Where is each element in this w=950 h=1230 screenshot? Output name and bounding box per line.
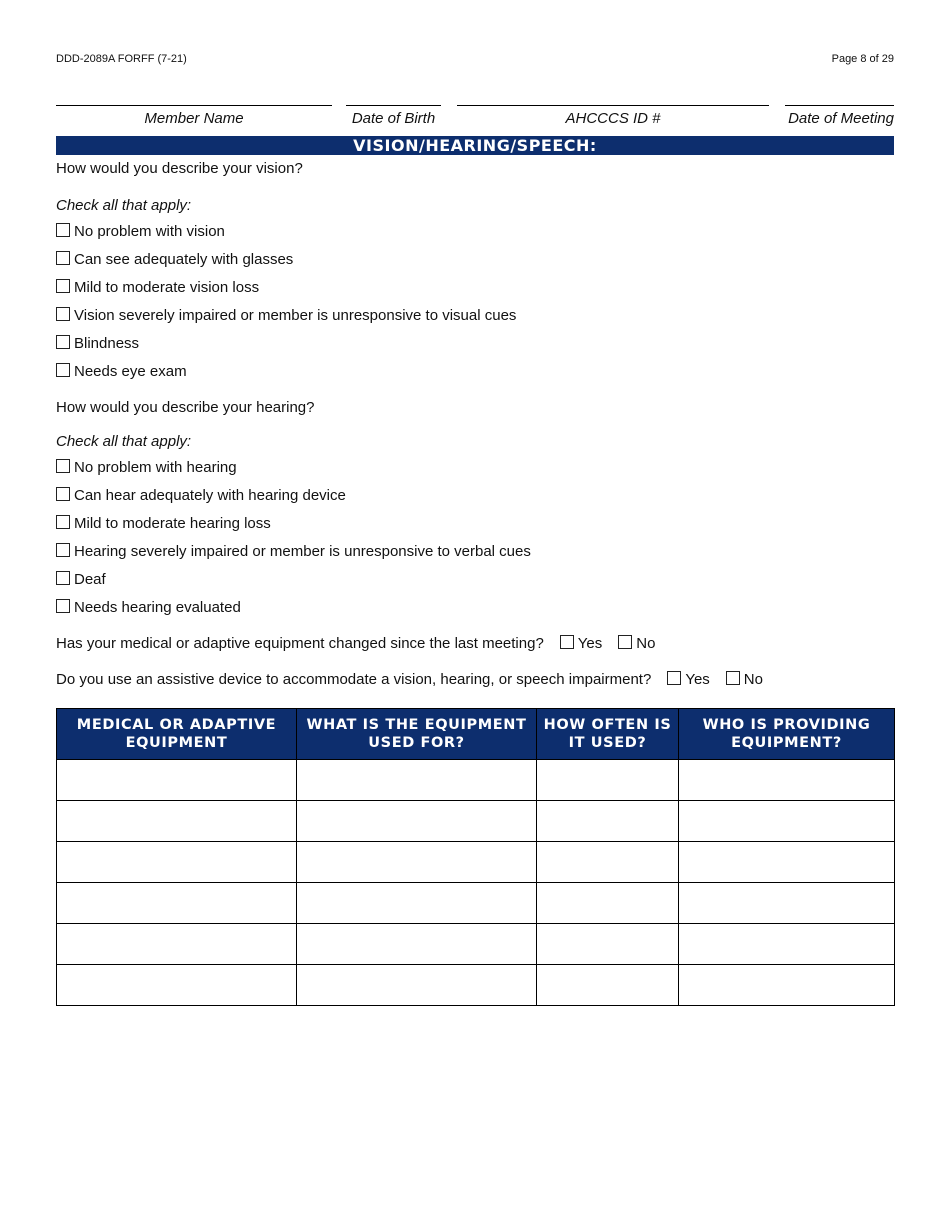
assistive-device-row [56, 671, 763, 688]
no-label: No [743, 671, 763, 688]
table-cell[interactable] [297, 965, 537, 1006]
column-header: MEDICAL OR ADAPTIVE EQUIPMENT [57, 709, 297, 760]
assistive-device-question: Do you use an assistive device to accommodate a vision, hearing, or speech impairment? [56, 671, 652, 688]
table-cell[interactable] [679, 924, 895, 965]
table-row [57, 801, 895, 842]
vision-option[interactable] [56, 251, 293, 268]
option-label: No problem with hearing [74, 459, 237, 476]
column-header: WHAT IS THE EQUIPMENT USED FOR? [297, 709, 537, 760]
table-cell[interactable] [679, 801, 895, 842]
option-label: Deaf [74, 571, 106, 588]
checkbox[interactable] [667, 671, 681, 685]
option-label: Vision severely impaired or member is unresponsive to visual cues [74, 307, 517, 324]
table-cell[interactable] [679, 842, 895, 883]
checkbox[interactable] [56, 363, 70, 377]
option-label: Blindness [74, 335, 140, 352]
vision-option[interactable] [56, 223, 225, 240]
checkbox[interactable] [56, 335, 70, 349]
date-of-birth-label: Date of Birth [351, 110, 436, 127]
checkbox[interactable] [56, 543, 70, 557]
table-cell[interactable] [57, 842, 297, 883]
table-cell[interactable] [537, 924, 679, 965]
table-cell[interactable] [537, 965, 679, 1006]
table-cell[interactable] [297, 883, 537, 924]
option-label: No problem with vision [74, 223, 225, 240]
option-label: Can hear adequately with hearing device [74, 487, 346, 504]
table-cell[interactable] [57, 801, 297, 842]
table-row [57, 760, 895, 801]
equipment-changed-row [56, 635, 655, 652]
option-label: Needs eye exam [74, 363, 187, 380]
checkbox[interactable] [726, 671, 740, 685]
ahcccs-id-label: AHCCCS ID # [565, 110, 661, 127]
hearing-option[interactable] [56, 571, 106, 588]
option-label: Can see adequately with glasses [74, 251, 294, 268]
checkbox[interactable] [618, 635, 632, 649]
equipment-changed-question: Has your medical or adaptive equipment changed since the last meeting? [56, 635, 544, 652]
vision-option[interactable] [56, 279, 259, 296]
option-label: Mild to moderate hearing loss [74, 515, 271, 532]
table-cell[interactable] [537, 842, 679, 883]
table-cell[interactable] [297, 760, 537, 801]
table-cell[interactable] [57, 924, 297, 965]
page-number: Page 8 of 29 [831, 53, 894, 65]
option-label: Mild to moderate vision loss [74, 279, 260, 296]
table-cell[interactable] [537, 883, 679, 924]
table-cell[interactable] [297, 842, 537, 883]
checkbox[interactable] [560, 635, 574, 649]
table-cell[interactable] [57, 883, 297, 924]
table-header-row [57, 709, 895, 760]
equipment-changed-no[interactable] [618, 635, 655, 652]
equipment-table [56, 708, 895, 1006]
member-name-label: Member Name [144, 110, 244, 127]
date-of-meeting-line[interactable] [785, 105, 894, 106]
hearing-option[interactable] [56, 459, 237, 476]
member-name-line[interactable] [56, 105, 332, 106]
table-cell[interactable] [57, 760, 297, 801]
assistive-device-yes[interactable] [667, 671, 709, 688]
checkbox[interactable] [56, 251, 70, 265]
option-label: Hearing severely impaired or member is unresponsive to verbal cues [74, 543, 531, 560]
vision-option[interactable] [56, 363, 187, 380]
table-cell[interactable] [537, 801, 679, 842]
checkbox[interactable] [56, 515, 70, 529]
section-title: VISION/HEARING/SPEECH: [56, 136, 894, 155]
no-label: No [636, 635, 656, 652]
column-header: WHO IS PROVIDING EQUIPMENT? [679, 709, 895, 760]
checkbox[interactable] [56, 279, 70, 293]
table-row [57, 924, 895, 965]
vision-option[interactable] [56, 307, 516, 324]
yes-label: Yes [577, 635, 603, 652]
vision-option[interactable] [56, 335, 139, 352]
table-cell[interactable] [679, 760, 895, 801]
hearing-option[interactable] [56, 599, 241, 616]
equipment-changed-yes[interactable] [560, 635, 602, 652]
table-cell[interactable] [57, 965, 297, 1006]
ahcccs-id-line[interactable] [457, 105, 769, 106]
table-cell[interactable] [297, 924, 537, 965]
table-row [57, 965, 895, 1006]
checkbox[interactable] [56, 307, 70, 321]
yes-label: Yes [685, 671, 710, 688]
date-of-meeting-label: Date of Meeting [788, 110, 894, 127]
checkbox[interactable] [56, 459, 70, 473]
table-cell[interactable] [537, 760, 679, 801]
table-row [57, 842, 895, 883]
table-cell[interactable] [679, 965, 895, 1006]
checkbox[interactable] [56, 487, 70, 501]
table-cell[interactable] [679, 883, 895, 924]
column-header: HOW OFTEN IS IT USED? [537, 709, 679, 760]
table-row [57, 883, 895, 924]
checkbox[interactable] [56, 223, 70, 237]
vision-instruction: Check all that apply: [56, 197, 192, 214]
hearing-option[interactable] [56, 515, 271, 532]
hearing-option[interactable] [56, 487, 346, 504]
assistive-device-no[interactable] [726, 671, 763, 688]
checkbox[interactable] [56, 571, 70, 585]
checkbox[interactable] [56, 599, 70, 613]
hearing-instruction: Check all that apply: [56, 433, 192, 450]
date-of-birth-line[interactable] [346, 105, 441, 106]
vision-question: How would you describe your vision? [56, 160, 303, 177]
option-label: Needs hearing evaluated [74, 599, 241, 616]
form-id: DDD-2089A FORFF (7-21) [56, 53, 187, 65]
table-cell[interactable] [297, 801, 537, 842]
hearing-question: How would you describe your hearing? [56, 399, 315, 416]
hearing-option[interactable] [56, 543, 531, 560]
